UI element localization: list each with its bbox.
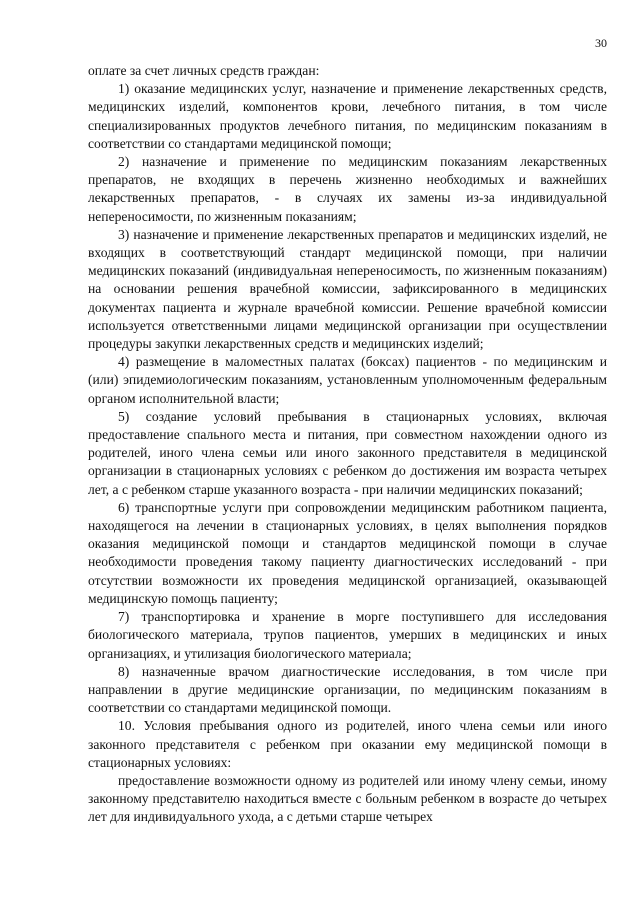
page-number: 30 xyxy=(595,36,607,50)
list-item-6: 6) транспортные услуги при сопровождении медицинским работником пациента, находящегося на лечении в стационарных условиях, в целях выполнения порядков оказания медицинской помощи и стандартов медицинской помощи в случае необходимости проведения такому пациенту диагностических исследований - при отсутствии возможности их проведения медицинской организацией, оказывающей медицинскую помощь пациенту; xyxy=(88,499,607,606)
paragraph-intro: оплате за счет личных средств граждан: xyxy=(88,63,320,78)
list-item-2: 2) назначение и применение по медицинским показаниям лекарственных препаратов, не входящих в перечень жизненно необходимых и важнейших лекарственных препаратов, - в случаях их замены из-за индивидуальной непереносимости, по жизненным показаниям; xyxy=(88,154,607,224)
document-body xyxy=(88,62,607,827)
list-item-8: 8) назначенные врачом диагностические исследования, в том числе при направлении в другие медицинские организации, по медицинским показаниям в соответствии со стандартами медицинской помощи. xyxy=(88,663,607,716)
section-10-continuation: предоставление возможности одному из родителей или иному члену семьи, иному законному представителю находиться вместе с больным ребенком в возрасте до четырех лет для индивидуального ухода, а с детьми старше четырех xyxy=(88,772,607,825)
section-10-paragraph: 10. Условия пребывания одного из родителей, иного члена семьи или иного законного представителя с ребенком при оказании ему медицинской помощи в стационарных условиях: xyxy=(88,718,607,770)
list-item-3: 3) назначение и применение лекарственных препаратов и медицинских изделий, не входящих в соответствующий стандарт медицинской помощи, при наличии медицинских показаний (индивидуальная непереносимость, по жизненным показаниям) на основании решения врачебной комиссии, зафиксированного в медицинских документах пациента и журнале врачебной комиссии. Решение врачебной комиссии используется ответственными лицами медицинской организации при осуществлении процедуры закупки лекарственных средств и медицинских изделий; xyxy=(88,226,607,352)
list-item-7: 7) транспортировка и хранение в морге поступившего для исследования биологического материала, трупов пациентов, умерших в медицинских и иных организациях, и утилизация биологического материала; xyxy=(88,609,607,661)
list-item-4: 4) размещение в маломестных палатах (боксах) пациентов - по медицинским и (или) эпидемиологическим показаниям, установленным уполномоченным федеральным органом исполнительной власти; xyxy=(88,354,607,406)
list-item-5: 5) создание условий пребывания в стационарных условиях, включая предоставление спального места и питания, при совместном нахождении одного из родителей, иного члена семьи или иного законного представителя в медицинской организации в стационарных условиях с ребенком до достижения им возраста четырех лет, а с ребенком старше указанного возраста - при наличии медицинских показаний; xyxy=(88,408,607,497)
list-item-1: 1) оказание медицинских услуг, назначение и применение лекарственных средств, медицинских изделий, компонентов крови, лечебного питания, в том числе специализированных продуктов лечебного питания, по медицинским показаниям в соответствии со стандартами медицинской помощи; xyxy=(88,81,607,151)
